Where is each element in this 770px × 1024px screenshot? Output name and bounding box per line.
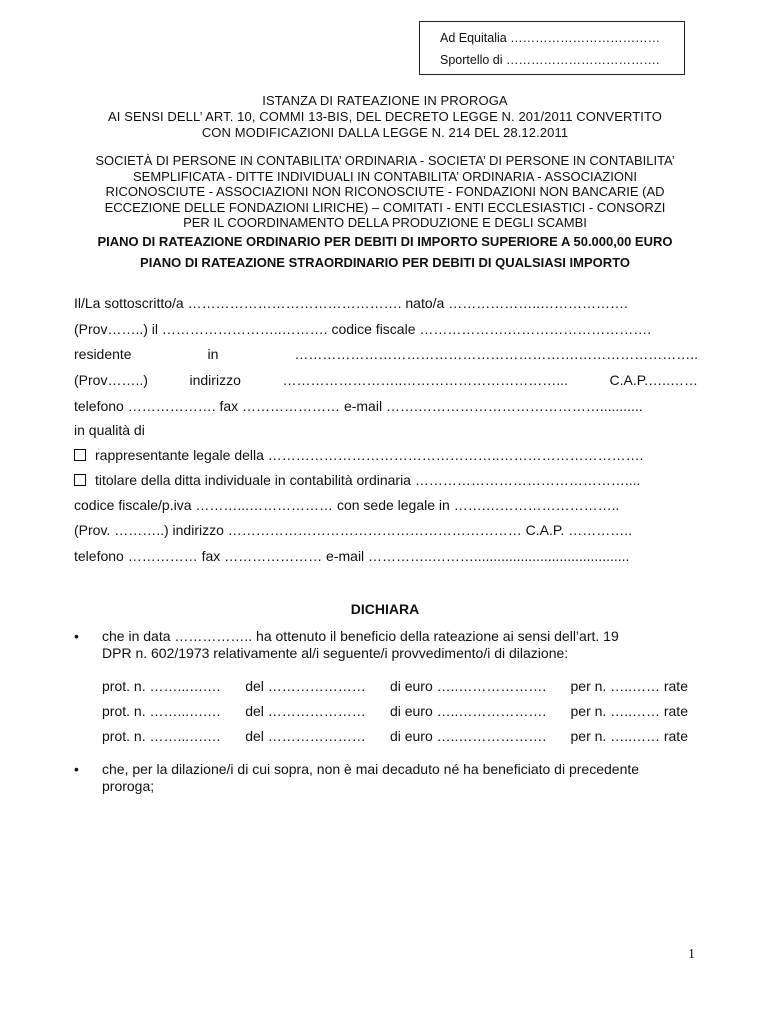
form-line-tax-code: codice fiscale/p.iva ………...……………… con sede legale in …….……………………….. [74,497,620,513]
title-line-2: AI SENSI DELL’ ART. 10, COMMI 13-BIS, DEL DECRETO LEGGE N. 201/2011 CONVERTITO [108,109,662,124]
prot-amount: di euro …..………………. [389,678,547,694]
plan-ordinary: PIANO DI RATEAZIONE ORDINARIO PER DEBITI DI IMPORTO SUPERIORE A 50.000,00 EURO [97,234,673,249]
prot-date: del ………………… [245,703,366,719]
subjects-line-4: ECCEZIONE DELLE FONDAZIONI LIRICHE) – COMITATI - ENTI ECCLESIASTICI - CONSORZI [104,199,666,215]
prot-date: del ………………… [245,728,366,744]
declaration-2-line-2: proroga; [102,778,155,794]
document-title [0,93,770,141]
sportello-line: Sportello di ………………………………. [440,53,660,67]
prot-date: del ………………… [245,678,366,694]
dichiara-heading: DICHIARA [350,601,420,617]
prot-amount: di euro …..………………. [389,703,547,719]
legal-representative-label: rappresentante legale della …………………………………………..…………………………. [95,447,644,463]
declaration-item-1 [102,628,698,662]
prot-row [102,702,688,720]
prot-installments: per n. …..…… rate [570,728,688,744]
option-individual-owner [74,471,698,489]
form-line-company-contacts: telefono …………… fax ………………… e-mail …………..………........................................ [74,548,630,564]
title-line-1: ISTANZA DI RATEAZIONE IN PROROGA [262,93,508,108]
prot-installments: per n. …..…… rate [570,678,688,694]
form-line-birth: (Prov……..) il ……………………..………. codice fiscale ……………….…………………………. [74,321,652,337]
bullet-icon: • [74,628,79,644]
cap-label: C.A.P.…..…… [609,372,698,388]
prot-installments: per n. …..…… rate [570,703,688,719]
prot-row [102,677,688,695]
subjects-line-3: RICONOSCIUTE - ASSOCIAZIONI NON RICONOSCIUTE - FONDAZIONI NON BANCARIE (AD [105,184,665,199]
indirizzo-label: indirizzo [189,372,241,388]
individual-owner-label: titolare della ditta individuale in contabilità ordinaria ……………………………………….... [95,472,641,488]
subjects-line-5: PER IL COORDINAMENTO DELLA PRODUZIONE E DEGLI SCAMBI [183,215,587,230]
declaration-1-line-1: che in data …………….. ha ottenuto il beneficio della rateazione ai sensi dell’art. 19 [102,628,619,644]
residence-dots: …………………………………………………….…………………….. [294,346,698,362]
declaration-2-line-1: che, per la dilazione/i di cui sopra, non è mai decaduto né ha beneficiato di precedente [102,761,640,777]
form-line-contacts: telefono ………………. fax ………………… e-mail …….…………………………………........... [74,398,643,414]
in-label: in [207,346,219,362]
form-line-residence [74,345,698,363]
prot-row [102,727,688,745]
title-line-3: CON MODIFICAZIONI DALLA LEGGE N. 214 DEL 28.12.2011 [201,125,569,140]
form-line-address [74,371,698,389]
option-legal-representative [74,446,698,464]
prot-number: prot. n. ……...….… [102,678,222,694]
prot-number: prot. n. ……...….… [102,703,222,719]
form-line-role: in qualità di [74,422,145,438]
declaration-item-2 [102,761,698,795]
address-dots: ……………………..……………………………... [282,372,568,388]
page-number: 1 [688,947,695,962]
form-line-name: Il/La sottoscritto/a ………………………………………. nato/a ………………..………………. [74,295,628,311]
recipient-box [419,21,685,75]
prot-number: prot. n. ……...….… [102,728,222,744]
individual-owner-checkbox[interactable] [74,474,86,486]
prot-amount: di euro …..………………. [389,728,547,744]
legal-representative-checkbox[interactable] [74,449,86,461]
form-line-company-address: (Prov. ………..) indirizzo ……………………………………………………… C.A.P. ………….. [74,522,632,538]
residente-label: residente [74,346,132,362]
prov-label: (Prov……..) [74,372,148,388]
subjects-line-1: SOCIETÀ DI PERSONE IN CONTABILITA’ ORDINARIA - SOCIETA’ DI PERSONE IN CONTABILITA’ [95,153,675,168]
bullet-icon: • [74,761,79,777]
subjects-list [0,153,770,231]
plan-extraordinary: PIANO DI RATEAZIONE STRAORDINARIO PER DEBITI DI QUALSIASI IMPORTO [140,255,630,270]
equitalia-line: Ad Equitalia ……………………………… [440,31,661,45]
subjects-line-2: SEMPLIFICATA - DITTE INDIVIDUALI IN CONTABILITA’ ORDINARIA - ASSOCIAZIONI [133,168,637,184]
declaration-1-line-2: DPR n. 602/1973 relativamente al/i seguente/i provvedimento/i di dilazione: [102,645,569,661]
